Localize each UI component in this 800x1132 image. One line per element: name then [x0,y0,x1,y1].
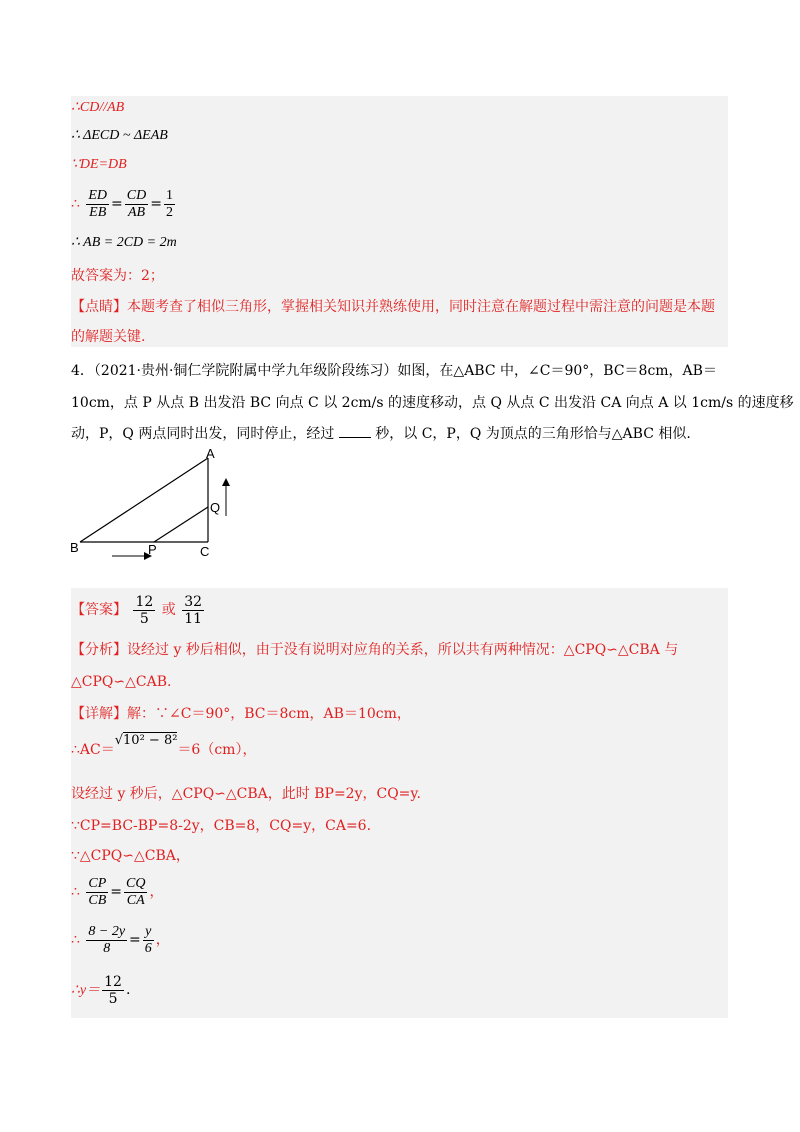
answer-statement: 故答案为：2； [71,268,164,284]
detail-line-1: 【详解】解：∵∠C＝90°，BC＝8cm，AB＝10cm， [71,706,411,722]
comma: ， [149,884,164,900]
frac-num: CD [126,187,147,203]
step-ratio: ∴ $\frac{ED}{EB}$ = $\frac{CD}{AB}$ = $\frac{1}{2}$ [71,187,173,220]
frac-den: EB [89,204,107,220]
sqrt-radicand: 10² − 8² [123,733,178,748]
frac-num: 12 [104,973,122,990]
frac-den: 5 [139,610,149,627]
frac-num: 8 − 2y [88,923,126,939]
step-parallel: ∴CD//AB [71,100,125,115]
period: . [125,982,131,998]
segment-pq [154,507,208,542]
triangle-figure [68,446,248,568]
detail-line-3: 设经过 y 秒后，△CPQ∽△CBA，此时 BP=2y，CQ=y. [71,786,421,802]
frac-num: 12 [135,593,154,610]
detail2-suffix: ＝6（cm）， [177,742,257,758]
frac-den: 5 [108,990,118,1007]
frac-num: CQ [126,875,146,891]
therefore-symbol: ∴ [71,932,80,948]
frac-den: 8 [103,940,111,956]
label-q: Q [210,500,221,515]
therefore-symbol: ∴ [71,884,80,900]
question-line-3 [71,423,731,444]
therefore-symbol: ∴ [71,196,80,212]
label-a: A [206,446,215,461]
frac-den: CB [88,892,107,908]
frac-den: CA [126,892,145,908]
comment-line-2: 的解题关键. [71,329,146,345]
frac-num: ED [88,187,108,203]
detail2-prefix: ∴AC＝ [71,742,115,758]
side-ab [80,458,208,542]
step-similar: ∴ ΔECD ~ ΔEAB [71,128,168,143]
frac-num: y [143,924,154,941]
arrow-up-head-icon [222,478,230,486]
answer-blank [339,423,371,438]
question-line-2: 10cm，点 P 从点 B 出发沿 BC 向点 C 以 2cm/s 的速度移动，点 Q 从点 C 出发沿 CA 向点 A 以 1cm/s 的速度移 [71,395,794,411]
analysis-line-2: △CPQ∽△CAB. [71,674,172,690]
question-line-3a: 动，P，Q 两点同时出发，同时停止，经过 [71,426,335,442]
detail-line-2 [71,733,257,764]
answer-label: 【答案】 [71,602,127,618]
answer-line [71,590,206,630]
solution-block-previous [71,96,728,347]
detail-line-8 [71,970,130,1010]
frac-num: 1 [165,187,173,203]
question-line-3b: 秒，以 C，P，Q 为顶点的三角形恰与△ABC 相似. [375,426,691,442]
sqrt-expression: √10² − 8² [114,733,178,748]
detail-line-6: ∴ $\frac{CP}{CB}$ = $\frac{CQ}{CA}$ ， [71,875,164,908]
or-word: 或 [161,602,176,618]
detail-line-7: ∴ $\frac{8 - 2y}{8}$ = $\frac{y}{6}$ ， [71,923,170,956]
label-c: C [200,544,210,559]
analysis-line-1: 【分析】设经过 y 秒后相似，由于没有说明对应角的关系，所以共有两种情况：△CPQ∽△CBA 与 [71,642,679,658]
detail-line-4: ∵CP=BC-BP=8-2y，CB=8，CQ=y，CA=6. [71,818,372,834]
comment-line-1: 【点睛】本题考查了相似三角形，掌握相关知识并熟练使用，同时注意在解题过程中需注意的问题是本题 [71,299,715,315]
detail-line-5: ∵△CPQ∽△CBA， [71,848,190,864]
frac-den: AB [127,204,146,220]
frac-den: 6 [144,940,152,956]
question-line-1: 4．（2021·贵州·铜仁学院附属中学九年级阶段练习）如图，在△ABC 中，∠C＝90°，BC＝8cm，AB＝ [71,363,717,379]
frac-den: 11 [184,610,203,627]
step-equal: ∵DE=DB [71,157,127,172]
label-p: P [148,542,157,557]
frac-num: 32 [184,593,203,610]
solution-block [71,588,728,1018]
frac-num: CP [88,875,107,891]
frac-den: 2 [165,204,173,220]
comma: ， [155,932,170,948]
label-b: B [70,540,79,555]
step-result: ∴ AB = 2CD = 2m [71,235,177,250]
y-equals: ∴y＝ [71,983,101,998]
